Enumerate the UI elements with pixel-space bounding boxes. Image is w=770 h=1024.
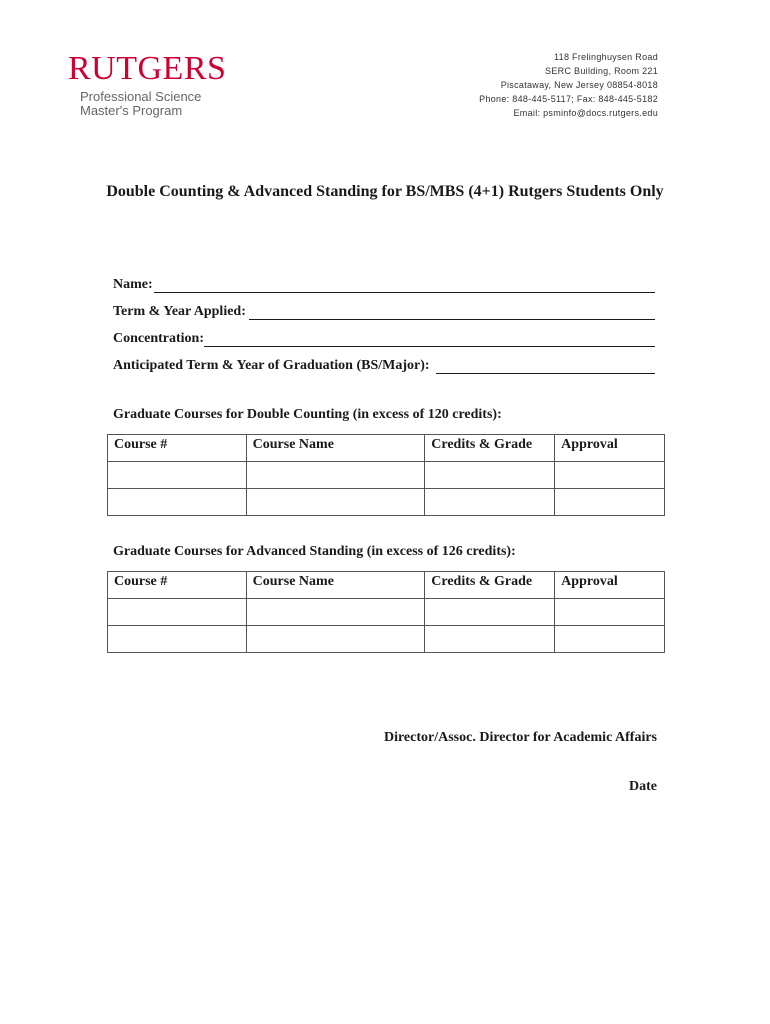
graduation-field[interactable] <box>113 354 655 374</box>
credits-grade-cell[interactable] <box>425 489 555 516</box>
address-building: SERC Building, Room 221 <box>545 66 658 76</box>
graduation-label: Anticipated Term & Year of Graduation (BS/Major): <box>113 358 430 373</box>
column-header-approval: Approval <box>555 435 665 462</box>
course-number-cell[interactable] <box>108 489 247 516</box>
table-row <box>108 626 665 653</box>
table-row <box>108 489 665 516</box>
name-input-line[interactable] <box>154 277 655 293</box>
column-header-course-name: Course Name <box>246 572 425 599</box>
table-row <box>108 599 665 626</box>
course-name-cell[interactable] <box>246 489 425 516</box>
address-block <box>479 50 658 120</box>
term-year-label: Term & Year Applied: <box>113 304 246 319</box>
rutgers-logo <box>68 52 226 118</box>
director-signature-label: Director/Assoc. Director for Academic Affairs <box>383 730 657 745</box>
logo-program-line1: Professional Science <box>80 89 202 104</box>
table-row <box>108 462 665 489</box>
course-number-cell[interactable] <box>108 626 247 653</box>
address-city: Piscataway, New Jersey 08854-8018 <box>500 80 658 90</box>
credits-grade-cell[interactable] <box>425 599 555 626</box>
course-name-cell[interactable] <box>246 626 425 653</box>
logo-program-line2: Master's Program <box>80 103 183 118</box>
concentration-input-line[interactable] <box>204 331 655 347</box>
course-number-cell[interactable] <box>108 462 247 489</box>
column-header-course-name: Course Name <box>246 435 425 462</box>
column-header-approval: Approval <box>555 572 665 599</box>
credits-grade-cell[interactable] <box>425 626 555 653</box>
double-counting-heading: Graduate Courses for Double Counting (in excess of 120 credits): <box>113 407 502 422</box>
advanced-standing-heading: Graduate Courses for Advanced Standing (in excess of 126 credits): <box>113 544 516 559</box>
page-title: Double Counting & Advanced Standing for BS/MBS (4+1) Rutgers Students Only <box>106 183 664 200</box>
column-header-course-number: Course # <box>108 572 247 599</box>
credits-grade-cell[interactable] <box>425 462 555 489</box>
address-email: Email: psminfo@docs.rutgers.edu <box>513 108 658 118</box>
approval-cell[interactable] <box>555 599 665 626</box>
graduation-input-line[interactable] <box>436 358 655 374</box>
table-header-row <box>108 435 665 462</box>
approval-cell[interactable] <box>555 462 665 489</box>
logo-wordmark: RUTGERS <box>68 50 227 87</box>
concentration-field[interactable] <box>113 327 655 347</box>
date-label: Date <box>629 779 657 794</box>
course-name-cell[interactable] <box>246 599 425 626</box>
approval-cell[interactable] <box>555 626 665 653</box>
name-label: Name: <box>113 277 153 292</box>
table-header-row <box>108 572 665 599</box>
name-field[interactable] <box>113 273 655 293</box>
concentration-label: Concentration: <box>113 331 204 346</box>
address-street: 118 Frelinghuysen Road <box>554 52 658 62</box>
course-name-cell[interactable] <box>246 462 425 489</box>
advanced-standing-table <box>107 571 665 653</box>
column-header-credits-grade: Credits & Grade <box>425 435 555 462</box>
column-header-course-number: Course # <box>108 435 247 462</box>
term-year-input-line[interactable] <box>249 304 655 320</box>
column-header-credits-grade: Credits & Grade <box>425 572 555 599</box>
approval-cell[interactable] <box>555 489 665 516</box>
address-phone: Phone: 848-445-5117; Fax: 848-445-5182 <box>479 94 658 104</box>
term-year-field[interactable] <box>113 300 655 320</box>
course-number-cell[interactable] <box>108 599 247 626</box>
double-counting-table <box>107 434 665 516</box>
